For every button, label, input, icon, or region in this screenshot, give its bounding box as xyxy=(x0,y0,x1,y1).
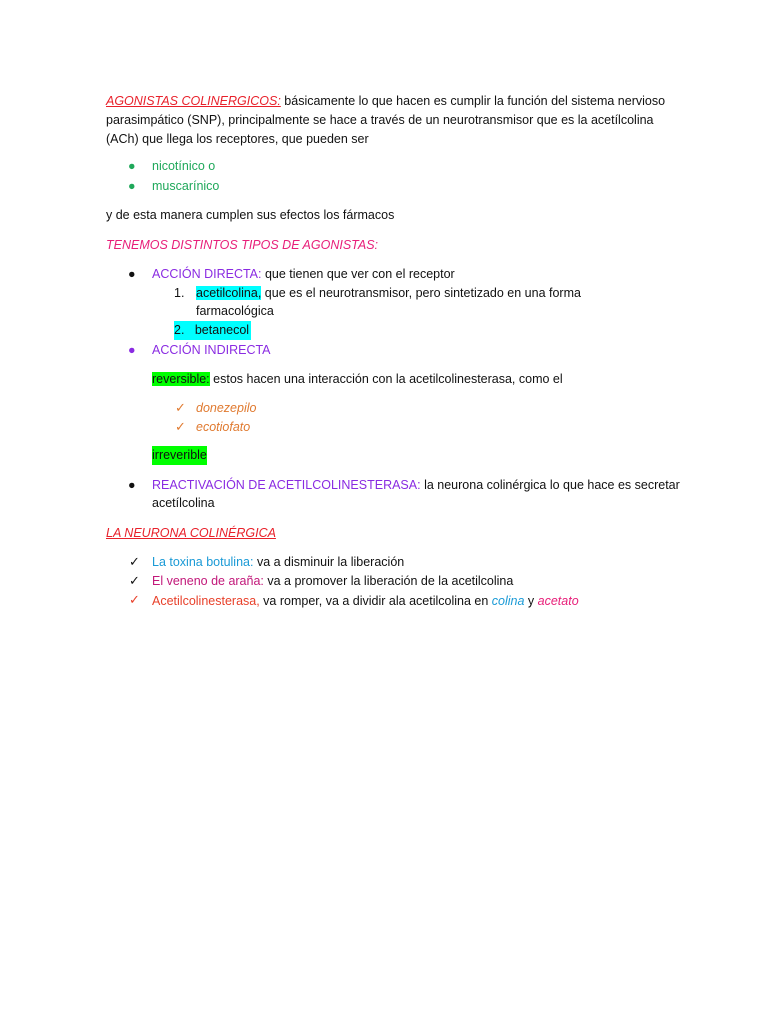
neuron-item-label: Acetilcolinesterasa, xyxy=(152,594,260,608)
intro-paragraph xyxy=(106,92,666,149)
highlight-betanecol: betanecol xyxy=(194,323,250,337)
bullet-dot: ● xyxy=(128,478,136,492)
reactivation-label: REACTIVACIÓN DE ACETILCOLINESTERASA: xyxy=(152,478,421,492)
types-heading: TENEMOS DISTINTOS TIPOS DE AGONISTAS: xyxy=(106,238,379,252)
example-item: ecotiofato xyxy=(196,420,251,434)
receptor-item: muscarínico xyxy=(152,179,220,193)
example-item: donezepilo xyxy=(196,401,257,415)
direct-item-1-cont: farmacológica xyxy=(196,304,274,318)
reactivation xyxy=(152,476,680,495)
neuron-item-label: La toxina botulina: xyxy=(152,555,254,569)
intro-line3: (ACh) que llega los receptores, que pueden ser xyxy=(106,132,369,146)
word-y: y xyxy=(524,594,538,608)
bullet-dot: ● xyxy=(128,179,136,193)
direct-text: que tienen que ver con el receptor xyxy=(261,267,455,281)
direct-action xyxy=(152,265,455,284)
indirect-label: ACCIÓN INDIRECTA xyxy=(152,343,271,357)
neuron-heading: LA NEURONA COLINÉRGICA xyxy=(106,526,276,540)
irreversible-label: irreverible xyxy=(152,446,207,465)
check-icon: ✓ xyxy=(129,573,140,588)
list-number: 2. xyxy=(174,323,185,337)
intro-line1: básicamente lo que hacen es cumplir la función del sistema nervioso xyxy=(280,94,666,108)
intro-line2: parasimpático (SNP), principalmente se hace a través de un neurotransmisor que es la acetílcolina xyxy=(106,113,654,127)
neuron-item xyxy=(152,553,404,572)
reactivation-text: la neurona colinérgica lo que hace es secretar xyxy=(420,478,680,492)
direct-item-1-text: que es el neurotransmisor, pero sintetizado en una forma xyxy=(261,286,581,300)
effects-line: y de esta manera cumplen sus efectos los fármacos xyxy=(106,208,395,222)
highlight-acetilcolina: acetilcolina, xyxy=(196,286,262,300)
direct-item-2 xyxy=(174,321,251,340)
check-icon: ✓ xyxy=(129,554,140,569)
list-number: 1. xyxy=(174,286,185,300)
receptor-item: nicotínico o xyxy=(152,159,216,173)
reversible-text: estos hacen una interacción con la acetilcolinesterasa, como el xyxy=(209,372,563,386)
check-icon: ✓ xyxy=(175,419,186,434)
neuron-item-text: va a promover la liberación de la acetilcolina xyxy=(263,574,514,588)
word-acetato: acetato xyxy=(537,594,579,608)
intro-heading: AGONISTAS COLINERGICOS: xyxy=(106,94,281,108)
direct-item-1 xyxy=(196,284,581,303)
check-icon: ✓ xyxy=(129,592,140,607)
reactivation-cont: acetílcolina xyxy=(152,496,215,510)
check-icon: ✓ xyxy=(175,400,186,415)
neuron-item-text: va romper, va a dividir ala acetilcolina en xyxy=(259,594,492,608)
reversible-line xyxy=(152,370,563,389)
neuron-item xyxy=(152,572,513,591)
bullet-dot: ● xyxy=(128,343,136,357)
neuron-item-label: El veneno de araña: xyxy=(152,574,264,588)
direct-label: ACCIÓN DIRECTA: xyxy=(152,267,262,281)
word-colina: colina xyxy=(491,594,525,608)
neuron-item xyxy=(152,592,579,611)
bullet-dot: ● xyxy=(128,159,136,173)
reversible-label: reversible: xyxy=(152,372,210,386)
neuron-item-text: va a disminuir la liberación xyxy=(253,555,405,569)
bullet-dot: ● xyxy=(128,267,136,281)
